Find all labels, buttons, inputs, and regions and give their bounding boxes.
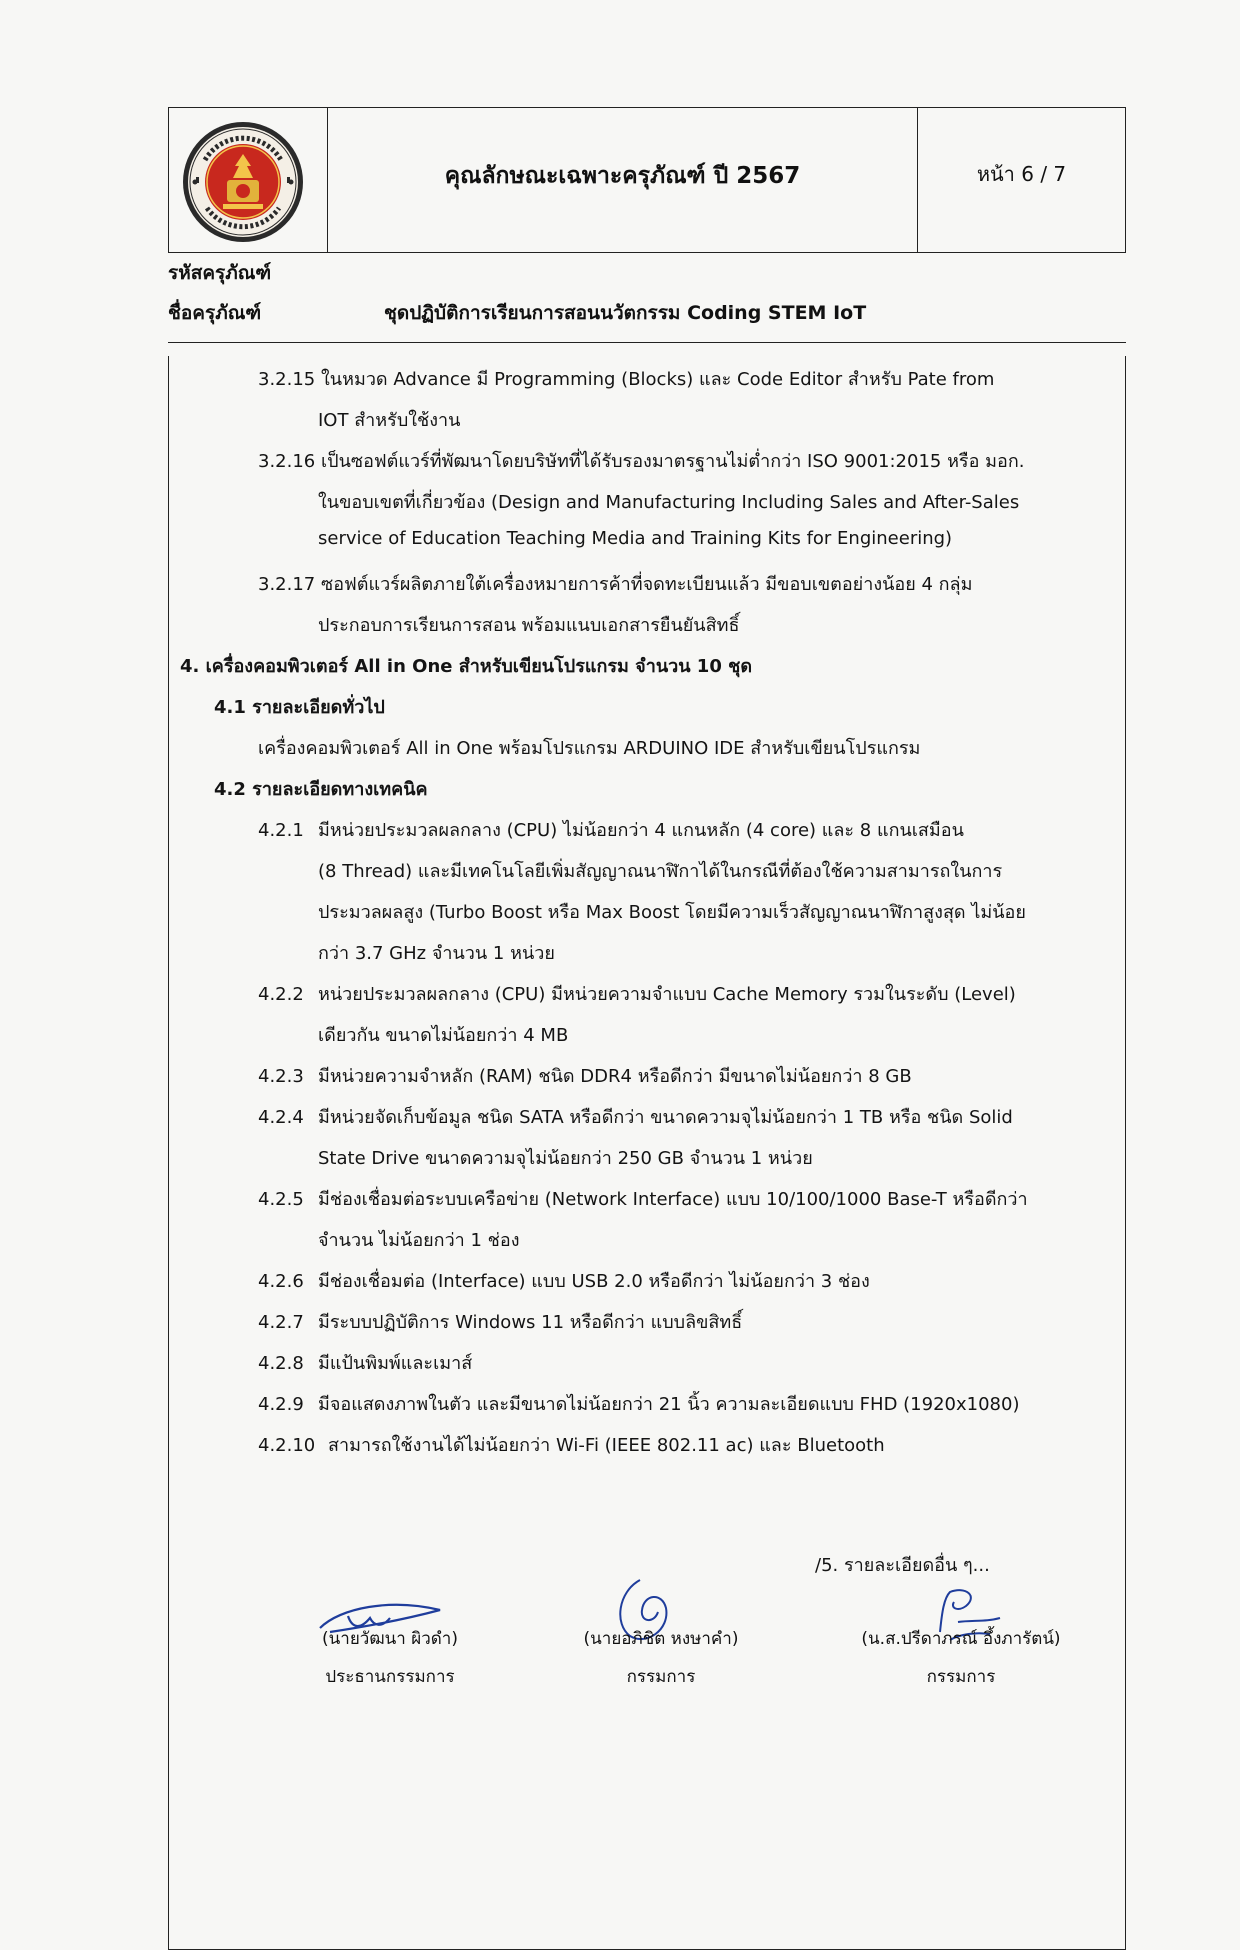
equipment-code-label: รหัสครุภัณฑ์ xyxy=(168,262,272,284)
signer-role: กรรมการ xyxy=(926,1667,996,1687)
spec-text-cont: เดียวกัน ขนาดไม่น้อยกว่า 4 MB xyxy=(318,1025,569,1046)
item-text-cont: service of Education Teaching Media and Training Kits for Engineering) xyxy=(318,528,953,549)
spec-number: 4.2.7 xyxy=(258,1312,304,1333)
spec-4-2-10 xyxy=(258,1430,885,1459)
spec-4-2-4 xyxy=(258,1102,1013,1131)
signature-chairman xyxy=(275,1620,505,1696)
page-cell xyxy=(918,108,1125,252)
item-number: 3.2.15 xyxy=(258,369,316,390)
equipment-name-value: ชุดปฏิบัติการเรียนการสอนนวัตกรรม Coding STEM IoT xyxy=(384,302,867,324)
signer-role: ประธานกรรมการ xyxy=(325,1667,455,1687)
spec-text: มีช่องเชื่อมต่อระบบเครือข่าย (Network Interface) แบบ 10/100/1000 Base-T หรือดีกว่า xyxy=(318,1189,1028,1210)
spec-4-2-2 xyxy=(258,979,1016,1008)
item-text-cont: IOT สำหรับใช้งาน xyxy=(318,410,461,431)
item-text: เป็นซอฟต์แวร์ที่พัฒนาโดยบริษัทที่ได้รับรองมาตรฐานไม่ต่ำกว่า ISO 9001:2015 หรือ มอก. xyxy=(321,451,1025,472)
title-cell xyxy=(328,108,918,252)
spec-4-2-3 xyxy=(258,1061,912,1090)
signer-name: (น.ส.ปรีดาภรณ์ อึ้งภารัตน์) xyxy=(861,1629,1061,1649)
equipment-name-label: ชื่อครุภัณฑ์ xyxy=(168,302,262,324)
spec-text-cont: State Drive ขนาดความจุไม่น้อยกว่า 250 GB จำนวน 1 หน่วย xyxy=(318,1148,813,1169)
spec-text-cont: กว่า 3.7 GHz จำนวน 1 หน่วย xyxy=(318,943,555,964)
spec-4-2-5 xyxy=(258,1184,1028,1213)
spec-number: 4.2.10 xyxy=(258,1435,316,1456)
item-number: 3.2.16 xyxy=(258,451,316,472)
spec-text-cont: (8 Thread) และมีเทคโนโลยีเพิ่มสัญญาณนาฬิกาได้ในกรณีที่ต้องใช้ความสามารถในการ xyxy=(318,861,1003,882)
item-text-cont: ประกอบการเรียนการสอน พร้อมแนบเอกสารยืนยันสิทธิ์ xyxy=(318,615,740,636)
signature-member-1 xyxy=(546,1620,776,1696)
spec-item-3-2-15 xyxy=(258,364,994,393)
spec-text: มีระบบปฏิบัติการ Windows 11 หรือดีกว่า แบบลิขสิทธิ์ xyxy=(318,1312,743,1333)
item-text: ในหมวด Advance มี Programming (Blocks) และ Code Editor สำหรับ Pate from xyxy=(321,369,995,390)
spec-4-2-6 xyxy=(258,1266,870,1295)
spec-text: สามารถใช้งานได้ไม่น้อยกว่า Wi-Fi (IEEE 802.11 ac) และ Bluetooth xyxy=(328,1435,885,1456)
spec-number: 4.2.8 xyxy=(258,1353,304,1374)
spec-number: 4.2.6 xyxy=(258,1271,304,1292)
vocational-education-seal-logo xyxy=(181,120,305,244)
spec-4-2-1 xyxy=(258,815,964,844)
spec-text: มีหน่วยประมวลผลกลาง (CPU) ไม่น้อยกว่า 4 แกนหลัก (4 core) และ 8 แกนเสมือน xyxy=(318,820,964,841)
spec-number: 4.2.4 xyxy=(258,1107,304,1128)
logo-cell xyxy=(169,108,328,252)
spec-number: 4.2.1 xyxy=(258,820,304,841)
spec-4-2-8 xyxy=(258,1348,472,1377)
spec-text-cont: ประมวลผลสูง (Turbo Boost หรือ Max Boost โดยมีความเร็วสัญญาณนาฬิกาสูงสุด ไม่น้อย xyxy=(318,902,1026,923)
signer-role: กรรมการ xyxy=(626,1667,696,1687)
spec-text: หน่วยประมวลผลกลาง (CPU) มีหน่วยความจำแบบ Cache Memory รวมในระดับ (Level) xyxy=(318,984,1016,1005)
section-4-2-heading: 4.2 รายละเอียดทางเทคนิค xyxy=(214,779,428,800)
spec-number: 4.2.9 xyxy=(258,1394,304,1415)
header-box xyxy=(168,107,1126,253)
item-text-cont: ในขอบเขตที่เกี่ยวข้อง (Design and Manufacturing Including Sales and After-Sales xyxy=(318,492,1020,513)
continuation-note: /5. รายละเอียดอื่น ๆ... xyxy=(815,1555,990,1576)
spec-item-3-2-17 xyxy=(258,569,972,598)
info-divider xyxy=(168,342,1126,343)
spec-number: 4.2.3 xyxy=(258,1066,304,1087)
item-number: 3.2.17 xyxy=(258,574,316,595)
spec-text: มีหน่วยความจำหลัก (RAM) ชนิด DDR4 หรือดีกว่า มีขนาดไม่น้อยกว่า 8 GB xyxy=(318,1066,912,1087)
section-4-1-text: เครื่องคอมพิวเตอร์ All in One พร้อมโปรแกรม ARDUINO IDE สำหรับเขียนโปรแกรม xyxy=(258,738,921,759)
spec-text: มีจอแสดงภาพในตัว และมีขนาดไม่น้อยกว่า 21 นิ้ว ความละเอียดแบบ FHD (1920x1080) xyxy=(318,1394,1020,1415)
spec-text: มีหน่วยจัดเก็บข้อมูล ชนิด SATA หรือดีกว่า ขนาดความจุไม่น้อยกว่า 1 TB หรือ ชนิด Solid xyxy=(318,1107,1013,1128)
spec-4-2-7 xyxy=(258,1307,742,1336)
section-4-heading: 4. เครื่องคอมพิวเตอร์ All in One สำหรับเขียนโปรแกรม จำนวน 10 ชุด xyxy=(180,656,753,677)
spec-text: มีช่องเชื่อมต่อ (Interface) แบบ USB 2.0 หรือดีกว่า ไม่น้อยกว่า 3 ช่อง xyxy=(318,1271,870,1292)
document-title: คุณลักษณะเฉพาะครุภัณฑ์ ปี 2567 xyxy=(444,163,801,189)
item-text: ซอฟต์แวร์ผลิตภายใต้เครื่องหมายการค้าที่จดทะเบียนแล้ว มีขอบเขตอย่างน้อย 4 กลุ่ม xyxy=(321,574,973,595)
page-number: หน้า 6 / 7 xyxy=(976,162,1067,186)
spec-number: 4.2.2 xyxy=(258,984,304,1005)
spec-4-2-9 xyxy=(258,1389,1019,1418)
signer-name: (นายวัฒนา ผิวดำ) xyxy=(322,1629,458,1649)
signature-member-2 xyxy=(846,1620,1076,1696)
spec-text-cont: จำนวน ไม่น้อยกว่า 1 ช่อง xyxy=(318,1230,520,1251)
spec-number: 4.2.5 xyxy=(258,1189,304,1210)
section-4-1-heading: 4.1 รายละเอียดทั่วไป xyxy=(214,697,385,718)
spec-item-3-2-16 xyxy=(258,446,1024,475)
signer-name: (นายอภิชิต หงษาคำ) xyxy=(583,1629,739,1649)
spec-text: มีแป้นพิมพ์และเมาส์ xyxy=(318,1353,473,1374)
